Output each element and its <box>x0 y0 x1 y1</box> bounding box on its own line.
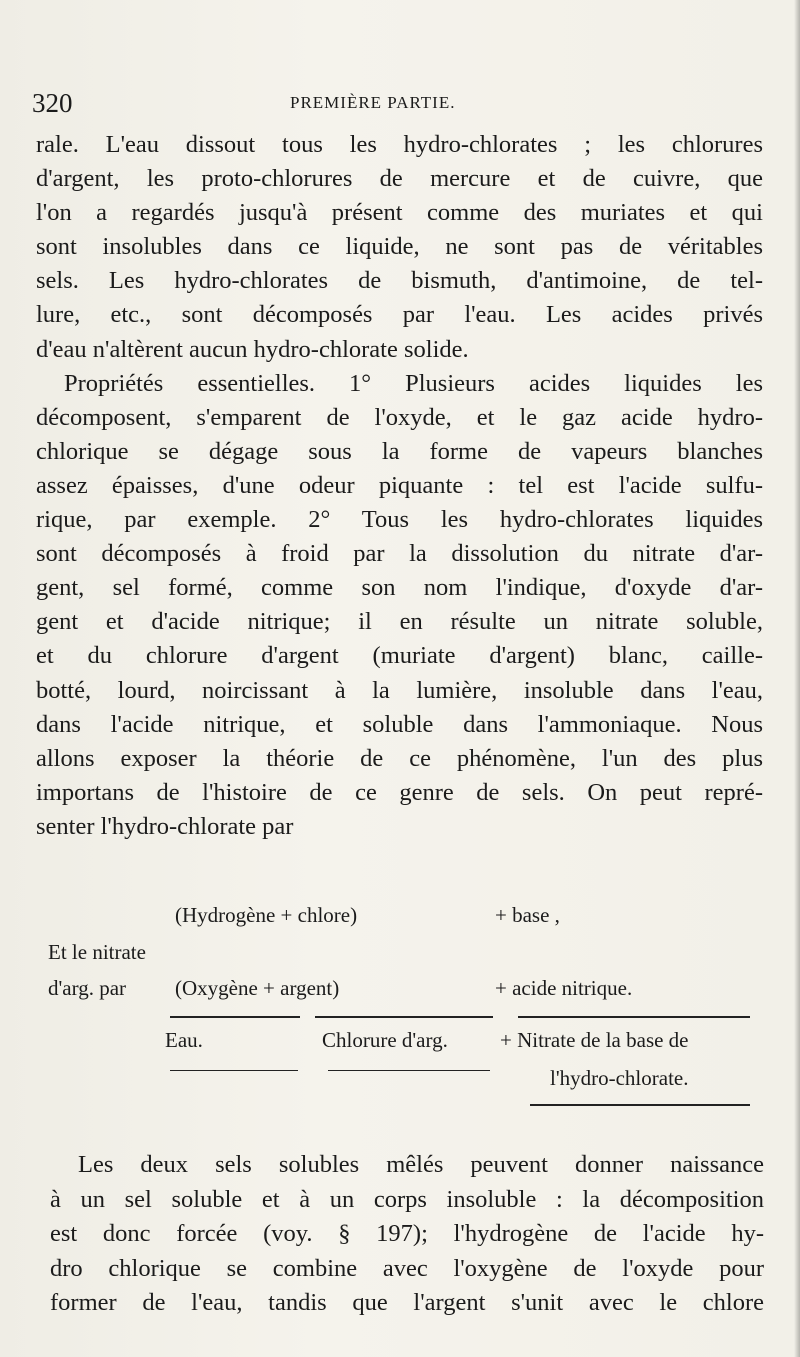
text-line: Propriétés essentielles. 1° Plusieurs acides liquides les <box>64 369 763 397</box>
equation-rule <box>170 1070 298 1071</box>
text-line: rique, par exemple. 2° Tous les hydro-chlorates liquides <box>36 506 763 534</box>
text-line: lure, etc., sont décomposés par l'eau. Les acides privés <box>36 301 763 329</box>
text-line: rale. L'eau dissout tous les hydro-chlorates ; les chlorures <box>36 131 763 158</box>
text-line: assez épaisses, d'une odeur piquante : tel est l'acide sulfu- <box>36 471 763 499</box>
text-line: chlorique se dégage sous la forme de vapeurs blanches <box>36 437 763 465</box>
equation-rule <box>530 1104 750 1106</box>
equation-row3-label: d'arg. par <box>48 976 127 1000</box>
result-nitrate-line2: l'hydro-chlorate. <box>550 1066 689 1090</box>
equation-row3-right: + acide nitrique. <box>495 976 633 1000</box>
equation-row1-right: + base , <box>495 903 560 927</box>
result-silver-chloride: Chlorure d'arg. <box>322 1028 448 1052</box>
equation-rule <box>315 1016 493 1018</box>
text-line: à un sel soluble et à un corps insoluble : la décomposition <box>50 1185 764 1213</box>
page-number: 320 <box>32 88 73 118</box>
text-line: et du chlorure d'argent (muriate d'argent) blanc, caille- <box>36 642 763 670</box>
text-line: importans de l'histoire de ce genre de sels. On peut repré- <box>36 778 763 806</box>
text-line: sont insolubles dans ce liquide, ne sont pas de véritables <box>36 233 763 261</box>
equation-row2-label: Et le nitrate <box>48 940 146 964</box>
text-line: sels. Les hydro-chlorates de bismuth, d'antimoine, de tel- <box>36 267 763 295</box>
text-line: gent, sel formé, comme son nom l'indique, d'oxyde d'ar- <box>36 574 763 602</box>
text-line: décomposent, s'emparent de l'oxyde, et le gaz acide hydro- <box>36 403 763 431</box>
text-line: Les deux sels solubles mêlés peuvent donner naissance <box>78 1151 764 1178</box>
text-line: gent et d'acide nitrique; il en résulte un nitrate soluble, <box>36 608 763 636</box>
result-nitrate: + Nitrate de la base de <box>500 1028 689 1052</box>
equation-rule <box>170 1016 300 1018</box>
equation-rule <box>518 1016 750 1018</box>
text-line: est donc forcée (voy. § 197); l'hydrogène de l'acide hy- <box>50 1220 764 1248</box>
text-line: former de l'eau, tandis que l'argent s'unit avec le chlore <box>50 1289 764 1317</box>
text-line: d'argent, les proto-chlorures de mercure et de cuivre, que <box>36 165 763 193</box>
text-line: dans l'acide nitrique, et soluble dans l'ammoniaque. Nous <box>36 710 763 738</box>
page-edge-shadow <box>794 0 800 1357</box>
text-line: l'on a regardés jusqu'à présent comme des muriates et qui <box>36 199 763 227</box>
text-line: sont décomposés à froid par la dissolution du nitrate d'ar- <box>36 540 763 568</box>
text-line: botté, lourd, noircissant à la lumière, insoluble dans l'eau, <box>36 676 763 704</box>
text-line: dro chlorique se combine avec l'oxygène de l'oxyde pour <box>50 1254 764 1282</box>
result-water: Eau. <box>165 1028 203 1052</box>
equation-row3-left: (Oxygène + argent) <box>175 976 340 1000</box>
text-line: senter l'hydro-chlorate par <box>36 812 294 840</box>
text-line: d'eau n'altèrent aucun hydro-chlorate solide. <box>36 335 469 363</box>
paragraph-3 <box>50 1148 764 1321</box>
equation-row1-left: (Hydrogène + chlore) <box>175 903 358 927</box>
equation-rule <box>328 1070 490 1071</box>
text-line: allons exposer la théorie de ce phénomène, l'un des plus <box>36 744 763 772</box>
running-title: PREMIÈRE PARTIE. <box>290 93 456 112</box>
